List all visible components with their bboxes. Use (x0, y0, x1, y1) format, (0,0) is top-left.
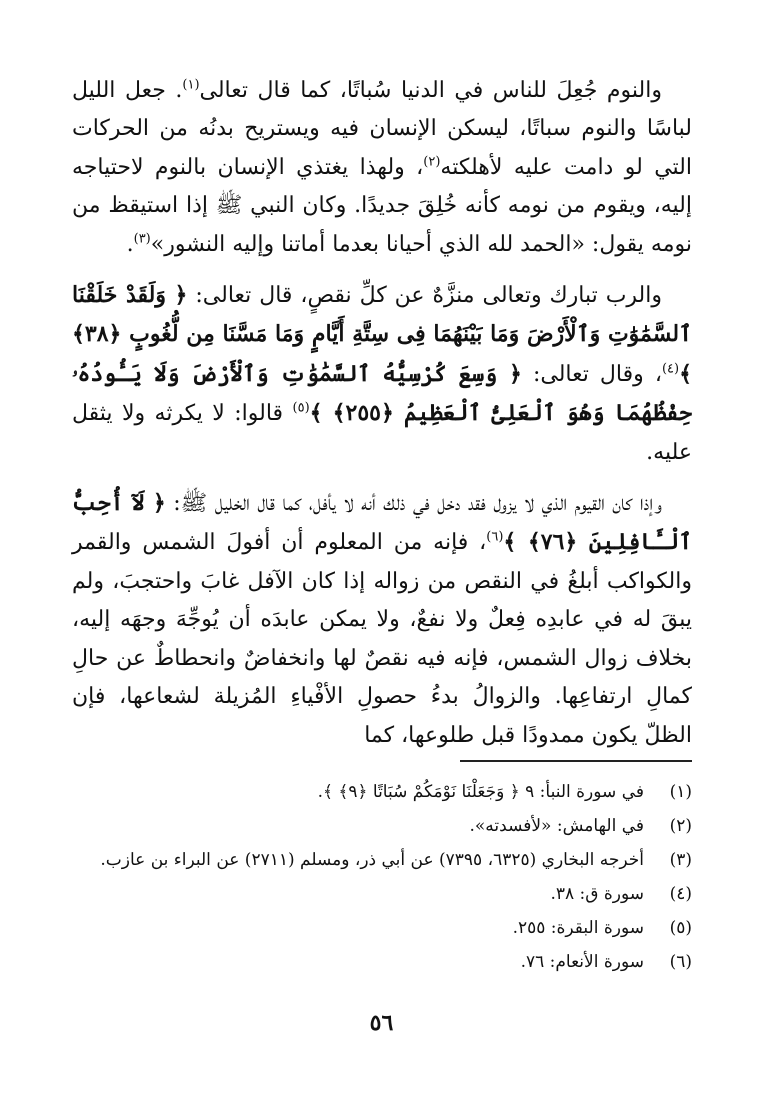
paragraph-text: قالوا: لا يكرثه ولا يثقل عليه. (72, 401, 692, 465)
paragraph-text: ، فإنه من المعلوم أن أفولَ الشمس والقمر والكواكب أبلغُ في النقص من زواله إذا كان الآفل غابَ واحتجبَ، ولم يبقَ له في عابدِه فِعلٌ ولا نفعٌ، ولا يمكن عابدَه أن يُوجِّهَ وجهَه إليه، بخلاف زوال الشمس، فإنه فيه نقصٌ لها وانخفاضٌ وانحطاطٌ عن حالِ كمالِ ارتفاعِها. والزوالُ بدءُ حصولِ الأفْياءِ المُزيلة لشعاعها، فإن الظلّ يكون ممدودًا قبل طلوعها، كما (72, 530, 693, 748)
footnote-item (72, 778, 692, 806)
footnote-text: سورة الأنعام: ٧٦. (520, 952, 644, 972)
footnote-text: سورة ق: ٣٨. (550, 884, 644, 904)
footnote-item (72, 948, 692, 976)
paragraph-text: ، ولهذا يغتذي الإنسان بالنوم لاحتياجه إليه، ويقوم من نومه كأنه خُلِقَ جديدًا. وكان النبي ﷺ إذا استيقظ من نومه يقول: «الحمد لله الذي أحيانا بعدما أماتنا وإليه النشور» (72, 154, 692, 257)
footnote-ref[interactable]: (٥) (292, 400, 310, 416)
footnote-ref[interactable]: (٢) (423, 154, 441, 170)
footnote-text: أخرجه البخاري (٦٣٢٥، ٧٣٩٥) عن أبي ذر، ومسلم (٢٧١١) عن البراء بن عازب. (100, 850, 644, 870)
page-number: ٥٦ (369, 1010, 394, 1036)
footnote-item (72, 880, 692, 908)
footnote-ref[interactable]: (١) (182, 77, 200, 93)
footnote-number: (٦) (669, 952, 692, 972)
footnote-divider (460, 760, 692, 762)
footnote-ref[interactable]: (٣) (133, 231, 151, 247)
footnote-item (72, 914, 692, 942)
footnote-text: في الهامش: «لأفسدته». (469, 816, 644, 836)
main-text (72, 72, 692, 767)
footnote-number: (٣) (669, 850, 692, 870)
paragraph-lord (72, 276, 692, 472)
footnote-item (72, 812, 692, 840)
footnote-number: (٥) (669, 918, 692, 938)
footnote-text: في سورة النبأ: ٩ ﴿ وَجَعَلْنَا نَوْمَكُمْ سُبَاتًا ﴿٩﴾ ﴾. (317, 782, 644, 802)
footnote-ref[interactable]: (٦) (486, 530, 504, 546)
footnote-number: (٢) (669, 816, 692, 836)
quran-verse: ﴿ وَلَقَدْ خَلَقْنَا ٱلسَّمَٰوَٰتِ وَٱلْأَرْضَ وَمَا بَيْنَهُمَا فِى سِتَّةِ أَيَّامٍ وَمَا مَسَّنَا مِن لُّغُوبٍ ﴿٣٨﴾ ﴾ (72, 282, 692, 387)
quran-verse: ﴿ لَآ أُحِبُّ ٱلْـَٔافِلِينَ ﴿٧٦﴾ ﴾ (72, 490, 692, 556)
paragraph-text: . جعل الليل لباسًا والنوم سباتًا، ليسكن الإنسان فيه ويستريح بدنُه من الحركات التي لو دامت عليه لأهلكته (72, 78, 692, 180)
paragraph-text: والنوم جُعِلَ للناس في الدنيا سُباتًا، كما قال تعالى (199, 78, 662, 103)
footnote-number: (١) (669, 782, 692, 802)
paragraph-text: والرب تبارك وتعالى منزَّهٌ عن كلِّ نقصٍ، قال تعالى: (195, 283, 662, 309)
paragraph-text: ، وقال تعالى: (532, 361, 662, 387)
footnotes-section (72, 778, 692, 982)
footnote-ref[interactable]: (٤) (661, 361, 680, 377)
paragraph-qayyum (72, 484, 692, 755)
footnote-text: سورة البقرة: ٢٥٥. (512, 918, 644, 938)
paragraph-sleep (72, 72, 692, 264)
footnote-number: (٤) (669, 884, 692, 904)
paragraph-text: وإذا كان القيوم الذي لا يزول فقد دخل في ذلك أنه لا يأفل، كما قال الخليل ﷺ: (173, 491, 662, 517)
quran-verse: ﴿ وَسِعَ كُرْسِيُّهُ ٱلسَّمَٰوَٰتِ وَٱلْأَرْضَ وَلَا يَـُٔودُهُۥ حِفْظُهُمَا وَهُوَ ٱلْعَلِىُّ ٱلْعَظِيمُ ﴿٢٥٥﴾ ﴾ (72, 360, 692, 427)
footnote-item (72, 846, 692, 874)
paragraph-text: . (126, 231, 134, 257)
